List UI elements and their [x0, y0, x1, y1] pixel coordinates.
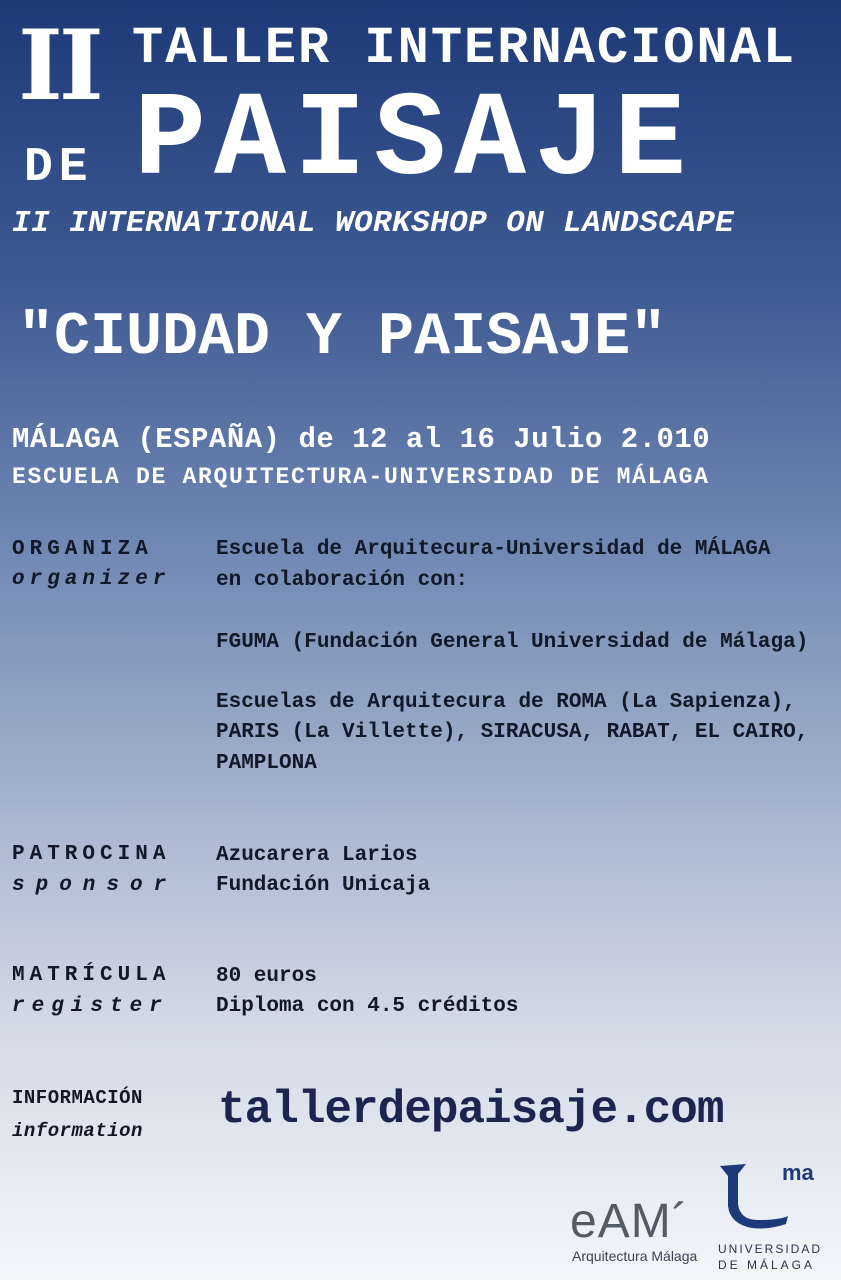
eam-logo: eAM´ — [570, 1195, 689, 1248]
matricula-sublabel: register — [12, 995, 169, 1018]
theme-title: "CIUDAD Y PAISAJE" — [18, 304, 667, 372]
organiza-line: PAMPLONA — [216, 752, 317, 775]
uma-logo-text: ma — [782, 1160, 814, 1185]
organiza-sublabel: organizer — [12, 568, 171, 591]
organiza-line: en colaboración con: — [216, 569, 469, 592]
patrocina-sublabel: sponsor — [12, 874, 178, 897]
title-line-1: TALLER INTERNACIONAL — [132, 19, 797, 78]
register-line: Diploma con 4.5 créditos — [216, 995, 519, 1018]
eam-caption: Arquitectura Málaga — [572, 1248, 698, 1264]
organiza-line: FGUMA (Fundación General Universidad de Málaga) — [216, 631, 809, 654]
organiza-line: Escuela de Arquitecura-Universidad de MÁLAGA — [216, 538, 771, 561]
venue-dates: MÁLAGA (ESPAÑA) de 12 al 16 Julio 2.010 — [12, 423, 711, 456]
informacion-sublabel: information — [12, 1120, 143, 1142]
register-line: 80 euros — [216, 965, 317, 988]
uma-caption-1: UNIVERSIDAD — [718, 1242, 823, 1256]
title-main: PAISAJE — [134, 74, 695, 210]
organiza-line: Escuelas de Arquitecura de ROMA (La Sapienza), — [216, 691, 796, 714]
title-de: DE — [24, 141, 94, 195]
organiza-label: ORGANIZA — [12, 538, 153, 561]
sponsor-line: Azucarera Larios — [216, 844, 418, 867]
website-link[interactable]: tallerdepaisaje.com — [218, 1084, 724, 1136]
matricula-label: MATRÍCULA — [12, 964, 171, 987]
subtitle-english: II INTERNATIONAL WORKSHOP ON LANDSCAPE — [12, 206, 735, 241]
uma-caption-2: DE MÁLAGA — [718, 1258, 816, 1272]
sponsor-line: Fundación Unicaja — [216, 874, 431, 897]
organiza-line: PARIS (La Villette), SIRACUSA, RABAT, EL CAIRO, — [216, 721, 809, 744]
informacion-label: INFORMACIÓN — [12, 1087, 143, 1109]
edition-number: II — [18, 9, 100, 122]
venue-school: ESCUELA DE ARQUITECTURA-UNIVERSIDAD DE MÁLAGA — [12, 464, 710, 490]
patrocina-label: PATROCINA — [12, 843, 171, 866]
